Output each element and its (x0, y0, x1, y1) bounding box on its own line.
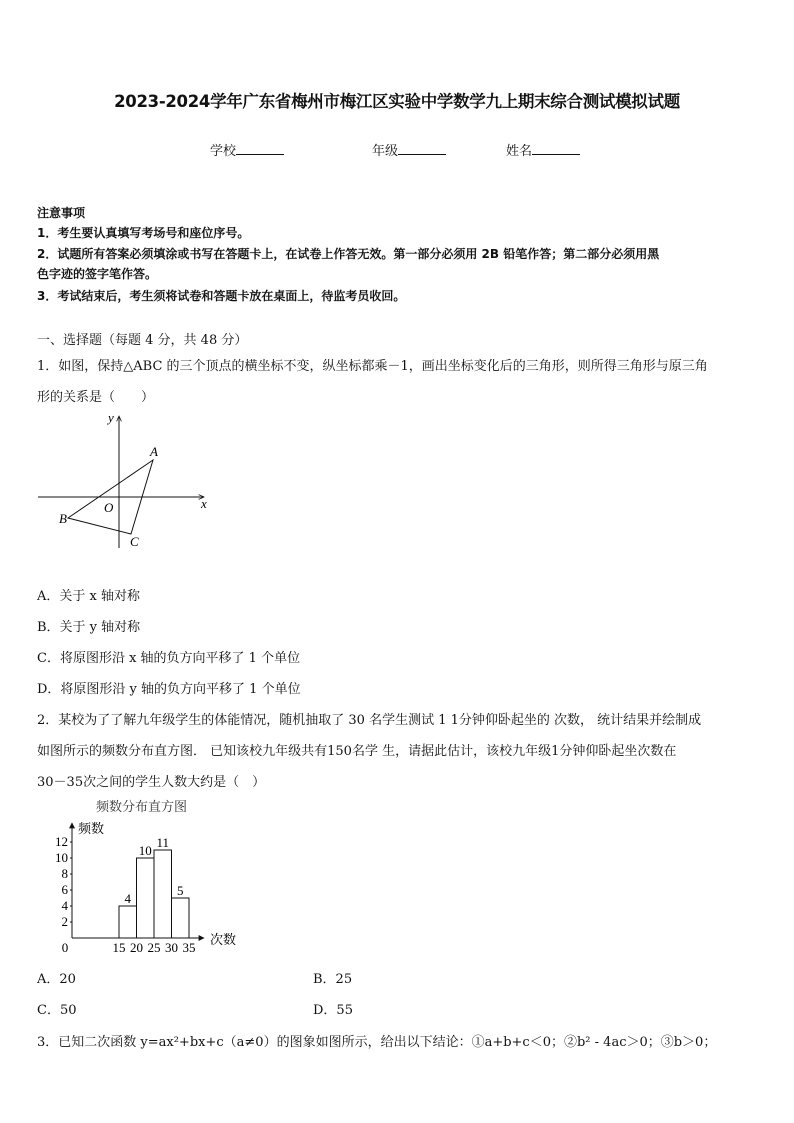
y-axis-label: y (108, 410, 114, 425)
q2-option-b: B．25 (313, 972, 353, 987)
histogram-bar (154, 850, 172, 938)
y-tick-label: 6 (61, 882, 68, 897)
grade-field (372, 140, 446, 159)
notice-item: 2．试题所有答案必须填涂或书写在答题卡上，在试卷上作答无效。第一部分必须用 2B 铅笔作答；第二部分必须用黑 (37, 247, 660, 261)
x-axis-label: x (201, 496, 207, 511)
school-blank (236, 142, 284, 155)
option-a: A．关于 x 轴对称 (37, 589, 140, 604)
bar-value-label: 11 (156, 835, 170, 850)
page-title: 2023-2024学年广东省梅州市梅江区实验中学数学九上期末综合测试模拟试题 (114, 92, 680, 111)
x-tick-label: 30 (165, 940, 178, 955)
notice-item: 1．考生要认真填写考场号和座位序号。 (37, 226, 250, 240)
q2-option-d: D．55 (313, 1003, 353, 1018)
option-d: D．将原图形沿 y 轴的负方向平移了 1 个单位 (37, 682, 301, 697)
vertex-b-label: B (59, 511, 67, 526)
notice-heading: 注意事项 (37, 206, 86, 220)
grade-blank (398, 142, 446, 155)
vertex-c-label: C (130, 534, 139, 549)
name-blank (532, 142, 580, 155)
origin-label: O (104, 500, 114, 515)
option-c: C．将原图形沿 x 轴的负方向平移了 1 个单位 (37, 651, 301, 666)
x-tick-label: 35 (182, 940, 196, 955)
school-field (210, 140, 284, 159)
question-2-text: 如图所示的频数分布直方图． 已知该校九年级共有150名学 生，请据此估计，该校九年级1分钟仰卧起坐次数在 (37, 744, 677, 759)
triangle-figure (34, 408, 214, 556)
bar-value-label: 4 (124, 891, 131, 906)
y-tick-label: 4 (61, 898, 68, 913)
option-b: B．关于 y 轴对称 (37, 620, 141, 635)
bar-value-label: 5 (177, 883, 184, 898)
x-tick-label: 0 (61, 940, 69, 955)
q2-option-c: C．50 (37, 1003, 77, 1018)
bar-value-label: 10 (138, 843, 152, 858)
question-1-text: 形的关系是（ ） (37, 390, 155, 405)
x-tick-label: 25 (147, 940, 161, 955)
y-tick-label: 8 (61, 866, 68, 881)
y-tick-label: 2 (61, 914, 68, 929)
x-tick-label: 15 (112, 940, 126, 955)
question-2-text: 2．某校为了了解九年级学生的体能情况，随机抽取了 30 名学生测试 1 1分钟仰卧起坐的 次数， 统计结果并绘制成 (37, 713, 702, 728)
histogram-bar (172, 898, 190, 938)
name-field (506, 140, 580, 159)
chart-x-label: 次数 (210, 932, 237, 947)
grade-label: 年级 (372, 144, 399, 159)
x-tick-label: 20 (130, 940, 143, 955)
vertex-a-label: A (150, 444, 158, 459)
school-label: 学校 (210, 144, 237, 159)
notice-item: 3．考试结束后，考生须将试卷和答题卡放在桌面上，待监考员收回。 (37, 289, 406, 303)
y-tick-label: 10 (55, 850, 68, 865)
name-label: 姓名 (506, 144, 533, 159)
frequency-histogram (44, 795, 254, 959)
q2-option-a: A．20 (37, 972, 76, 987)
chart-y-label: 频数 (78, 821, 105, 836)
chart-title: 频数分布直方图 (96, 799, 188, 814)
question-1-text: 1．如图，保持△ABC 的三个顶点的横坐标不变，纵坐标都乘－1，画出坐标变化后的三角形，则所得三角形与原三角 (37, 359, 708, 374)
question-2-text: 30－35次之间的学生人数大约是（ ） (37, 775, 266, 790)
question-3-text: 3．已知二次函数 y=ax²+bx+c（a≠0）的图象如图所示，给出以下结论：①a+b+c＜0；②b² - 4ac＞0；③b＞0； (37, 1035, 717, 1050)
notice-item: 色字迹的签字笔作答。 (37, 267, 158, 281)
y-tick-label: 12 (55, 834, 68, 849)
section-heading: 一、选择题（每题 4 分，共 48 分） (37, 333, 248, 348)
histogram-bar (119, 906, 137, 938)
histogram-bar (137, 858, 155, 938)
